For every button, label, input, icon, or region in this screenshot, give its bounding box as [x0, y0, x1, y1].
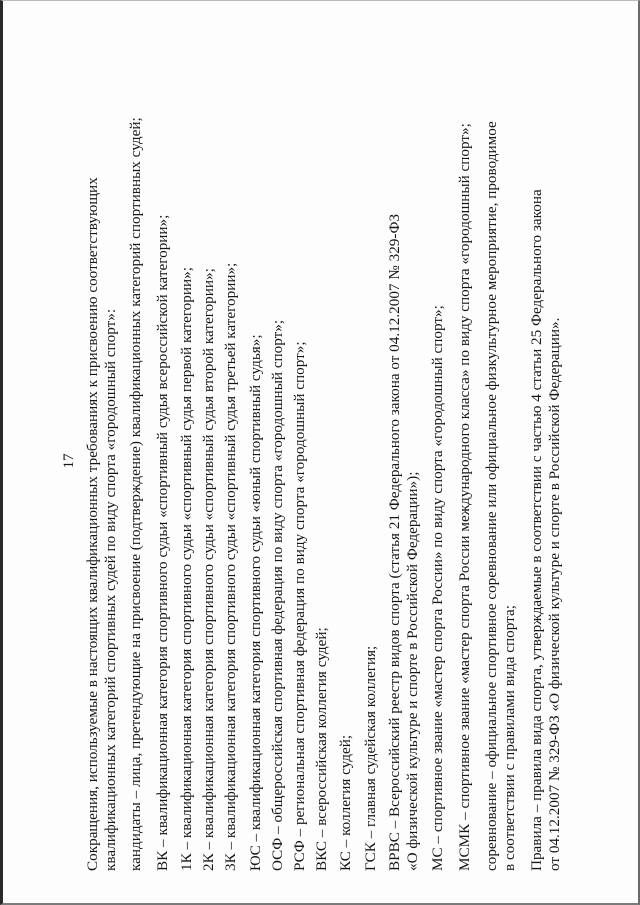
text-line: кандидаты – лица, претендующие на присвоение (подтверждение) квалификационных категорий спортивных судей;	[126, 117, 144, 871]
text-line: Сокращения, используемые в настоящих квалификационных требованиях к присвоению соответствующих	[84, 177, 101, 871]
text-line: Правила – правила вида спорта, утверждаемые в соответствии с частью 4 статьи 25 Федерального закона	[527, 189, 545, 871]
text-line: от 04.12.2007 № 329-ФЗ «О физической культуре и спорте в Российской Федерации».	[545, 317, 563, 871]
text-line: РСФ – региональная спортивная федерация по виду спорта «городошный спорт»;	[290, 341, 308, 871]
text-line: ОСФ – общероссийская спортивная федерация по виду спорта «городошный спорт»;	[268, 319, 286, 871]
paragraph-msmk	[456, 51, 474, 871]
text-line: ВК – квалификационная категория спортивного судьи «спортивный судья всероссийской категории»;	[153, 214, 171, 871]
text-line: 1К – квалификационная категория спортивного судьи «спортивный судья первой категории»;	[178, 267, 195, 871]
text-line: КС – коллегия судей;	[337, 734, 354, 871]
paragraph-2k	[200, 51, 218, 871]
paragraph-vk	[154, 51, 172, 871]
text-line: ГСК – главная судейская коллегия;	[361, 645, 379, 871]
paragraph-gsk	[362, 51, 380, 871]
paragraph-3k	[222, 51, 240, 871]
text-line: квалификационных категорий спортивных судей по виду спорта «городошный спорт»:	[102, 308, 119, 871]
body-text	[84, 51, 570, 871]
text-line: МСМК – спортивное звание «мастер спорта России международного класса» по виду спорта «городошный спорт»;	[455, 123, 473, 871]
paragraph-rules	[528, 51, 564, 871]
paragraph-rsf	[291, 51, 309, 871]
paragraph-intro	[84, 51, 120, 871]
paragraph-competition	[483, 51, 519, 871]
paragraph-vrvs	[386, 51, 422, 871]
paragraph-yus	[247, 51, 265, 871]
paragraph-ms	[429, 51, 447, 871]
rotated-content	[60, 51, 620, 871]
text-line: соревнование – официальное спортивное соревнование или официальное физкультурное мероприятие, проводимое	[482, 121, 500, 871]
text-line: ВКС – всероссийская коллегия судей;	[312, 627, 330, 871]
text-line: «О физической культуре и спорте в Российской Федерации»);	[404, 471, 421, 871]
text-line: 3К – квалификационная категория спортивного судьи «спортивный судья третьей категории»;	[222, 262, 239, 871]
text-line: 2К – квалификационная категория спортивного судьи «спортивный судья второй категории»;	[200, 268, 217, 871]
text-line: ВРВС – Всероссийский реестр видов спорта (статья 21 Федерального закона от 04.12.2007 № 329-ФЗ	[386, 213, 403, 871]
paragraph-ks	[337, 51, 355, 871]
paragraph-vks	[313, 51, 331, 871]
text-line: МС – спортивное звание «мастер спорта России» по виду спорта «городошный спорт»;	[428, 305, 446, 871]
text-line: ЮС – квалификационная категория спортивного судьи «юный спортивный судья»;	[246, 334, 264, 871]
paragraph-osf	[269, 51, 287, 871]
paragraph-candidates	[127, 51, 145, 871]
page-number: 17	[61, 453, 77, 469]
paragraph-1k	[178, 51, 196, 871]
text-line: в соответствии с правилами вида спорта;	[500, 605, 518, 871]
